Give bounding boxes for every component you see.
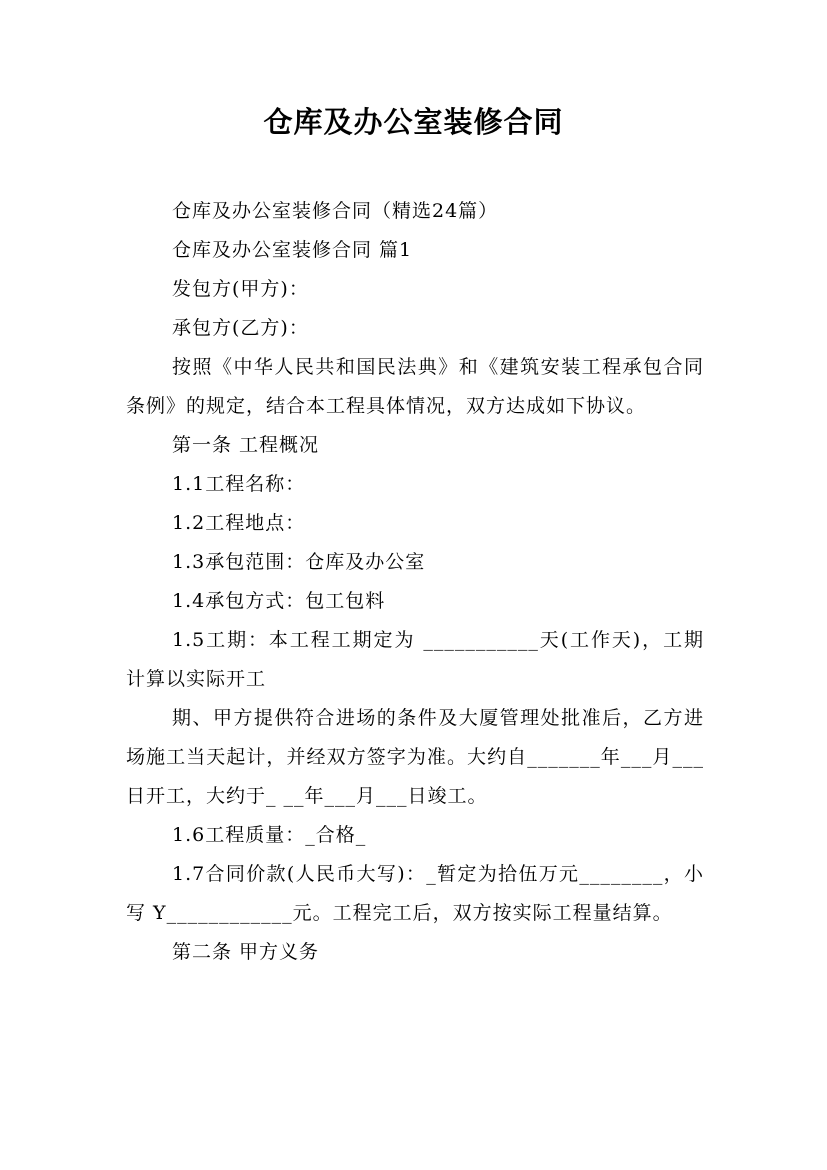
clause-paragraph: 期、甲方提供符合进场的条件及大厦管理处批准后，乙方进场施工当天起计，并经双方签字为准。大约自_______年___月___日开工，大约于_ __年___月___日竣工。 xyxy=(126,707,704,807)
clause-paragraph: 1.5工期：本工程工期定为 ___________天(工作天)，工期计算以实际开工 xyxy=(126,629,704,690)
intro-line: 仓库及办公室装修合同（精选24篇） xyxy=(172,200,499,222)
clause-line: 1.3承包范围：仓库及办公室 xyxy=(172,551,426,573)
clause-line: 1.1工程名称： xyxy=(172,473,306,495)
clause-line: 1.2工程地点： xyxy=(172,512,306,534)
clause-line: 1.4承包方式：包工包料 xyxy=(172,590,386,612)
party-b-line: 承包方(乙方)： xyxy=(172,317,309,339)
clause-paragraph: 1.7合同价款(人民币大写)：_暂定为拾伍万元________，小写 Y____________元。工程完工后，双方按实际工程量结算。 xyxy=(126,863,704,924)
section-heading: 仓库及办公室装修合同 篇1 xyxy=(172,239,413,261)
article-heading: 第二条 甲方义务 xyxy=(172,941,320,963)
document-body xyxy=(126,192,704,972)
clause-line: 1.6工程质量：_合格_ xyxy=(172,824,367,846)
article-heading: 第一条 工程概况 xyxy=(172,434,320,456)
preamble-paragraph: 按照《中华人民共和国民法典》和《建筑安装工程承包合同条例》的规定，结合本工程具体情况，双方达成如下协议。 xyxy=(126,356,704,417)
document-title: 仓库及办公室装修合同 xyxy=(263,105,564,139)
party-a-line: 发包方(甲方)： xyxy=(172,278,309,300)
